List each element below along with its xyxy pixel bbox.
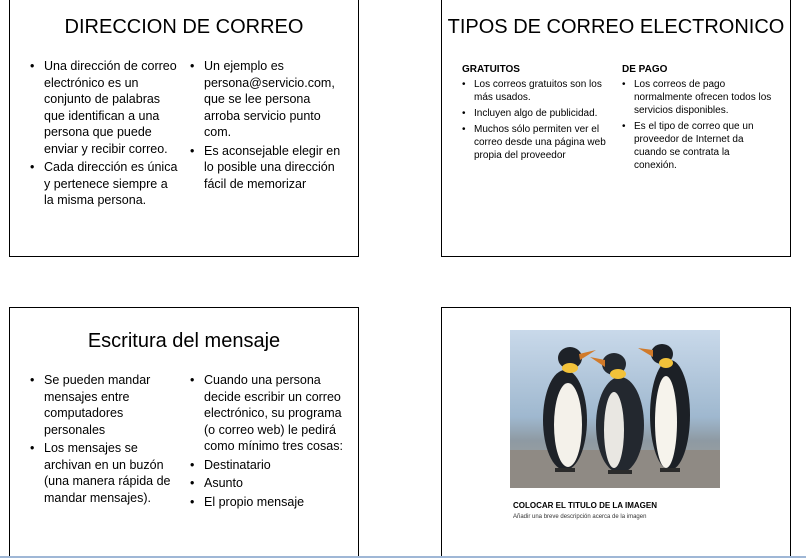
bullet-item: • Los correos de pago normalmente ofrecen todos los servicios disponibles. xyxy=(622,78,774,117)
penguins-illustration xyxy=(510,330,720,488)
penguins-image xyxy=(510,330,720,488)
left-column xyxy=(462,63,614,165)
slide-direccion-de-correo[interactable] xyxy=(9,0,359,257)
bullet-item: • Una dirección de correo electrónico es un conjunto de palabras que identifican a una persona que puede enviar y recibir correo. xyxy=(30,58,180,157)
bullet-item: • Cuando una persona decide escribir un correo electrónico, su programa (o correo web) le pedirá como mínimo tres cosas: xyxy=(190,372,345,455)
bullet-item: • Un ejemplo es persona@servicio.com, que se lee persona arroba servicio punto com. xyxy=(190,58,345,141)
column-heading: DE PAGO xyxy=(622,64,668,75)
image-caption-title: COLOCAR EL TITULO DE LA IMAGEN xyxy=(513,501,657,510)
bullet-item: • Cada dirección es única y pertenece siempre a la misma persona. xyxy=(30,159,180,209)
bullet-item: • Asunto xyxy=(190,475,345,492)
slide-title: Escritura del mensaje xyxy=(87,330,281,352)
slide-title: DIRECCION DE CORREO xyxy=(64,16,304,38)
slide-tipos-de-correo[interactable] xyxy=(441,0,791,257)
bullet-item: • Los correos gratuitos son los más usados. xyxy=(462,78,614,104)
bullet-item: • Los mensajes se archivan en un buzón (una manera rápida de mandar mensajes). xyxy=(30,440,180,506)
slide-escritura-del-mensaje[interactable] xyxy=(9,307,359,558)
image-caption-text: Añadir una breve descripción acerca de la imagen xyxy=(513,514,647,520)
bullet-item: • Es el tipo de correo que un proveedor de Internet da cuando se contrata la conexión. xyxy=(622,120,774,172)
bullet-item: • Destinatario xyxy=(190,457,345,474)
bullet-item: • Muchos sólo permiten ver el correo desde una página web propia del proveedor xyxy=(462,123,614,162)
bullet-item: • Es aconsejable elegir en lo posible una dirección fácil de memorizar xyxy=(190,143,345,193)
left-column xyxy=(30,58,180,211)
column-heading: GRATUITOS xyxy=(462,64,520,75)
right-column xyxy=(190,372,345,512)
slide-image[interactable] xyxy=(441,307,791,558)
bullet-item: • Incluyen algo de publicidad. xyxy=(462,107,614,120)
bullet-item: • El propio mensaje xyxy=(190,494,345,511)
left-column xyxy=(30,372,180,508)
right-column xyxy=(190,58,345,194)
right-column xyxy=(622,63,774,175)
slide-title: TIPOS DE CORREO ELECTRONICO xyxy=(447,16,785,38)
bullet-item: • Se pueden mandar mensajes entre computadores personales xyxy=(30,372,180,438)
